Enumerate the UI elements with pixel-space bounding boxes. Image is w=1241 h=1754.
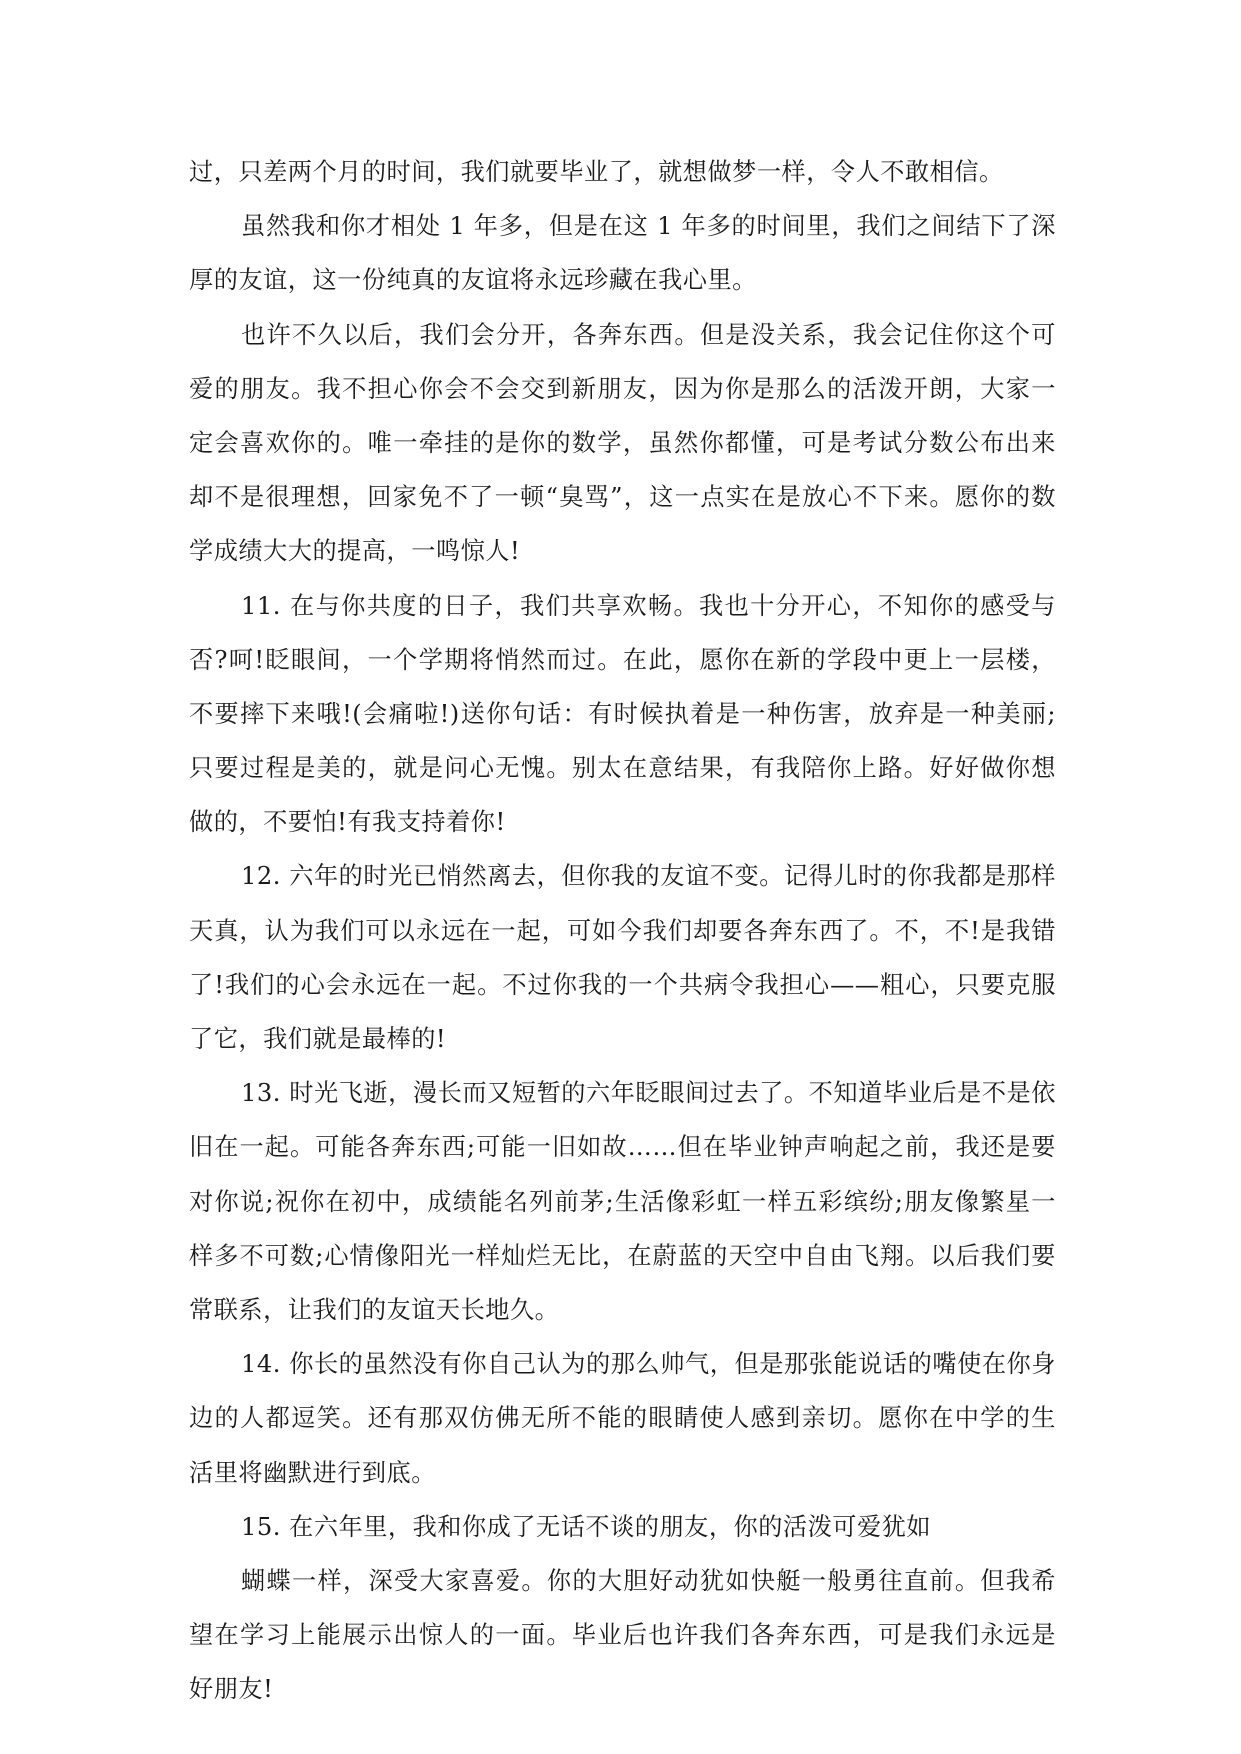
text-line: 天真，认为我们可以永远在一起，可如今我们却要各奔东西了。不，不!是我错: [189, 916, 1056, 945]
text-line: 了!我们的心会永远在一起。不过你我的一个共病令我担心——粗心，只要克服: [189, 970, 1056, 999]
text-line: 却不是很理想，回家免不了一顿“臭骂”，这一点实在是放心不下来。愿你的数: [189, 483, 1056, 512]
text-line: 蝴蝶一样，深受大家喜爱。你的大胆好动犹如快艇一般勇往直前。但我希: [241, 1566, 1056, 1595]
text-line: 做的，不要怕!有我支持着你!: [189, 808, 506, 837]
document-body: [189, 155, 1056, 1726]
text-line: 活里将幽默进行到底。: [189, 1458, 436, 1487]
text-line: 对你说;祝你在初中，成绩能名列前茅;生活像彩虹一样五彩缤纷;朋友像繁星一: [189, 1187, 1056, 1216]
text-line: 虽然我和你才相处 1 年多，但是在这 1 年多的时间里，我们之间结下了深: [241, 212, 1056, 241]
text-line: 15. 在六年里，我和你成了无话不谈的朋友，你的活泼可爱犹如: [241, 1512, 932, 1541]
text-line: 也许不久以后，我们会分开，各奔东西。但是没关系，我会记住你这个可: [241, 320, 1056, 349]
text-line: 厚的友谊，这一份纯真的友谊将永远珍藏在我心里。: [189, 266, 757, 295]
text-line: 望在学习上能展示出惊人的一面。毕业后也许我们各奔东西，可是我们永远是: [189, 1621, 1056, 1650]
text-line: 不要摔下来哦!(会痛啦!)送你句话：有时候执着是一种伤害，放弃是一种美丽;: [189, 699, 1056, 728]
text-line: 11. 在与你共度的日子，我们共享欢畅。我也十分开心，不知你的感受与: [241, 591, 1056, 620]
text-line: 旧在一起。可能各奔东西;可能一旧如故……但在毕业钟声响起之前，我还是要: [189, 1133, 1056, 1162]
text-line: 学成绩大大的提高，一鸣惊人!: [189, 537, 521, 566]
text-line: 13. 时光飞逝，漫长而又短暂的六年眨眼间过去了。不知道毕业后是不是依: [241, 1079, 1056, 1108]
text-line: 定会喜欢你的。唯一牵挂的是你的数学，虽然你都懂，可是考试分数公布出来: [189, 428, 1056, 457]
text-line: 否?呵!眨眼间，一个学期将悄然而过。在此，愿你在新的学段中更上一层楼，: [189, 645, 1056, 674]
text-line: 常联系，让我们的友谊天长地久。: [189, 1295, 560, 1324]
text-line: 过，只差两个月的时间，我们就要毕业了，就想做梦一样，令人不敢相信。: [189, 158, 1004, 186]
text-line: 边的人都逗笑。还有那双仿佛无所不能的眼睛使人感到亲切。愿你在中学的生: [189, 1404, 1056, 1433]
text-line: 只要过程是美的，就是问心无愧。别太在意结果，有我陪你上路。好好做你想: [189, 754, 1056, 783]
text-line: 样多不可数;心情像阳光一样灿烂无比，在蔚蓝的天空中自由飞翔。以后我们要: [189, 1241, 1056, 1270]
text-line: 了它，我们就是最棒的!: [189, 1025, 447, 1053]
text-line: 爱的朋友。我不担心你会不会交到新朋友，因为你是那么的活泼开朗，大家一: [189, 374, 1056, 403]
text-line: 14. 你长的虽然没有你自己认为的那么帅气，但是那张能说话的嘴使在你身: [241, 1350, 1056, 1379]
text-line: 好朋友!: [189, 1675, 274, 1704]
text-line: 12. 六年的时光已悄然离去，但你我的友谊不变。记得儿时的你我都是那样: [241, 862, 1056, 891]
